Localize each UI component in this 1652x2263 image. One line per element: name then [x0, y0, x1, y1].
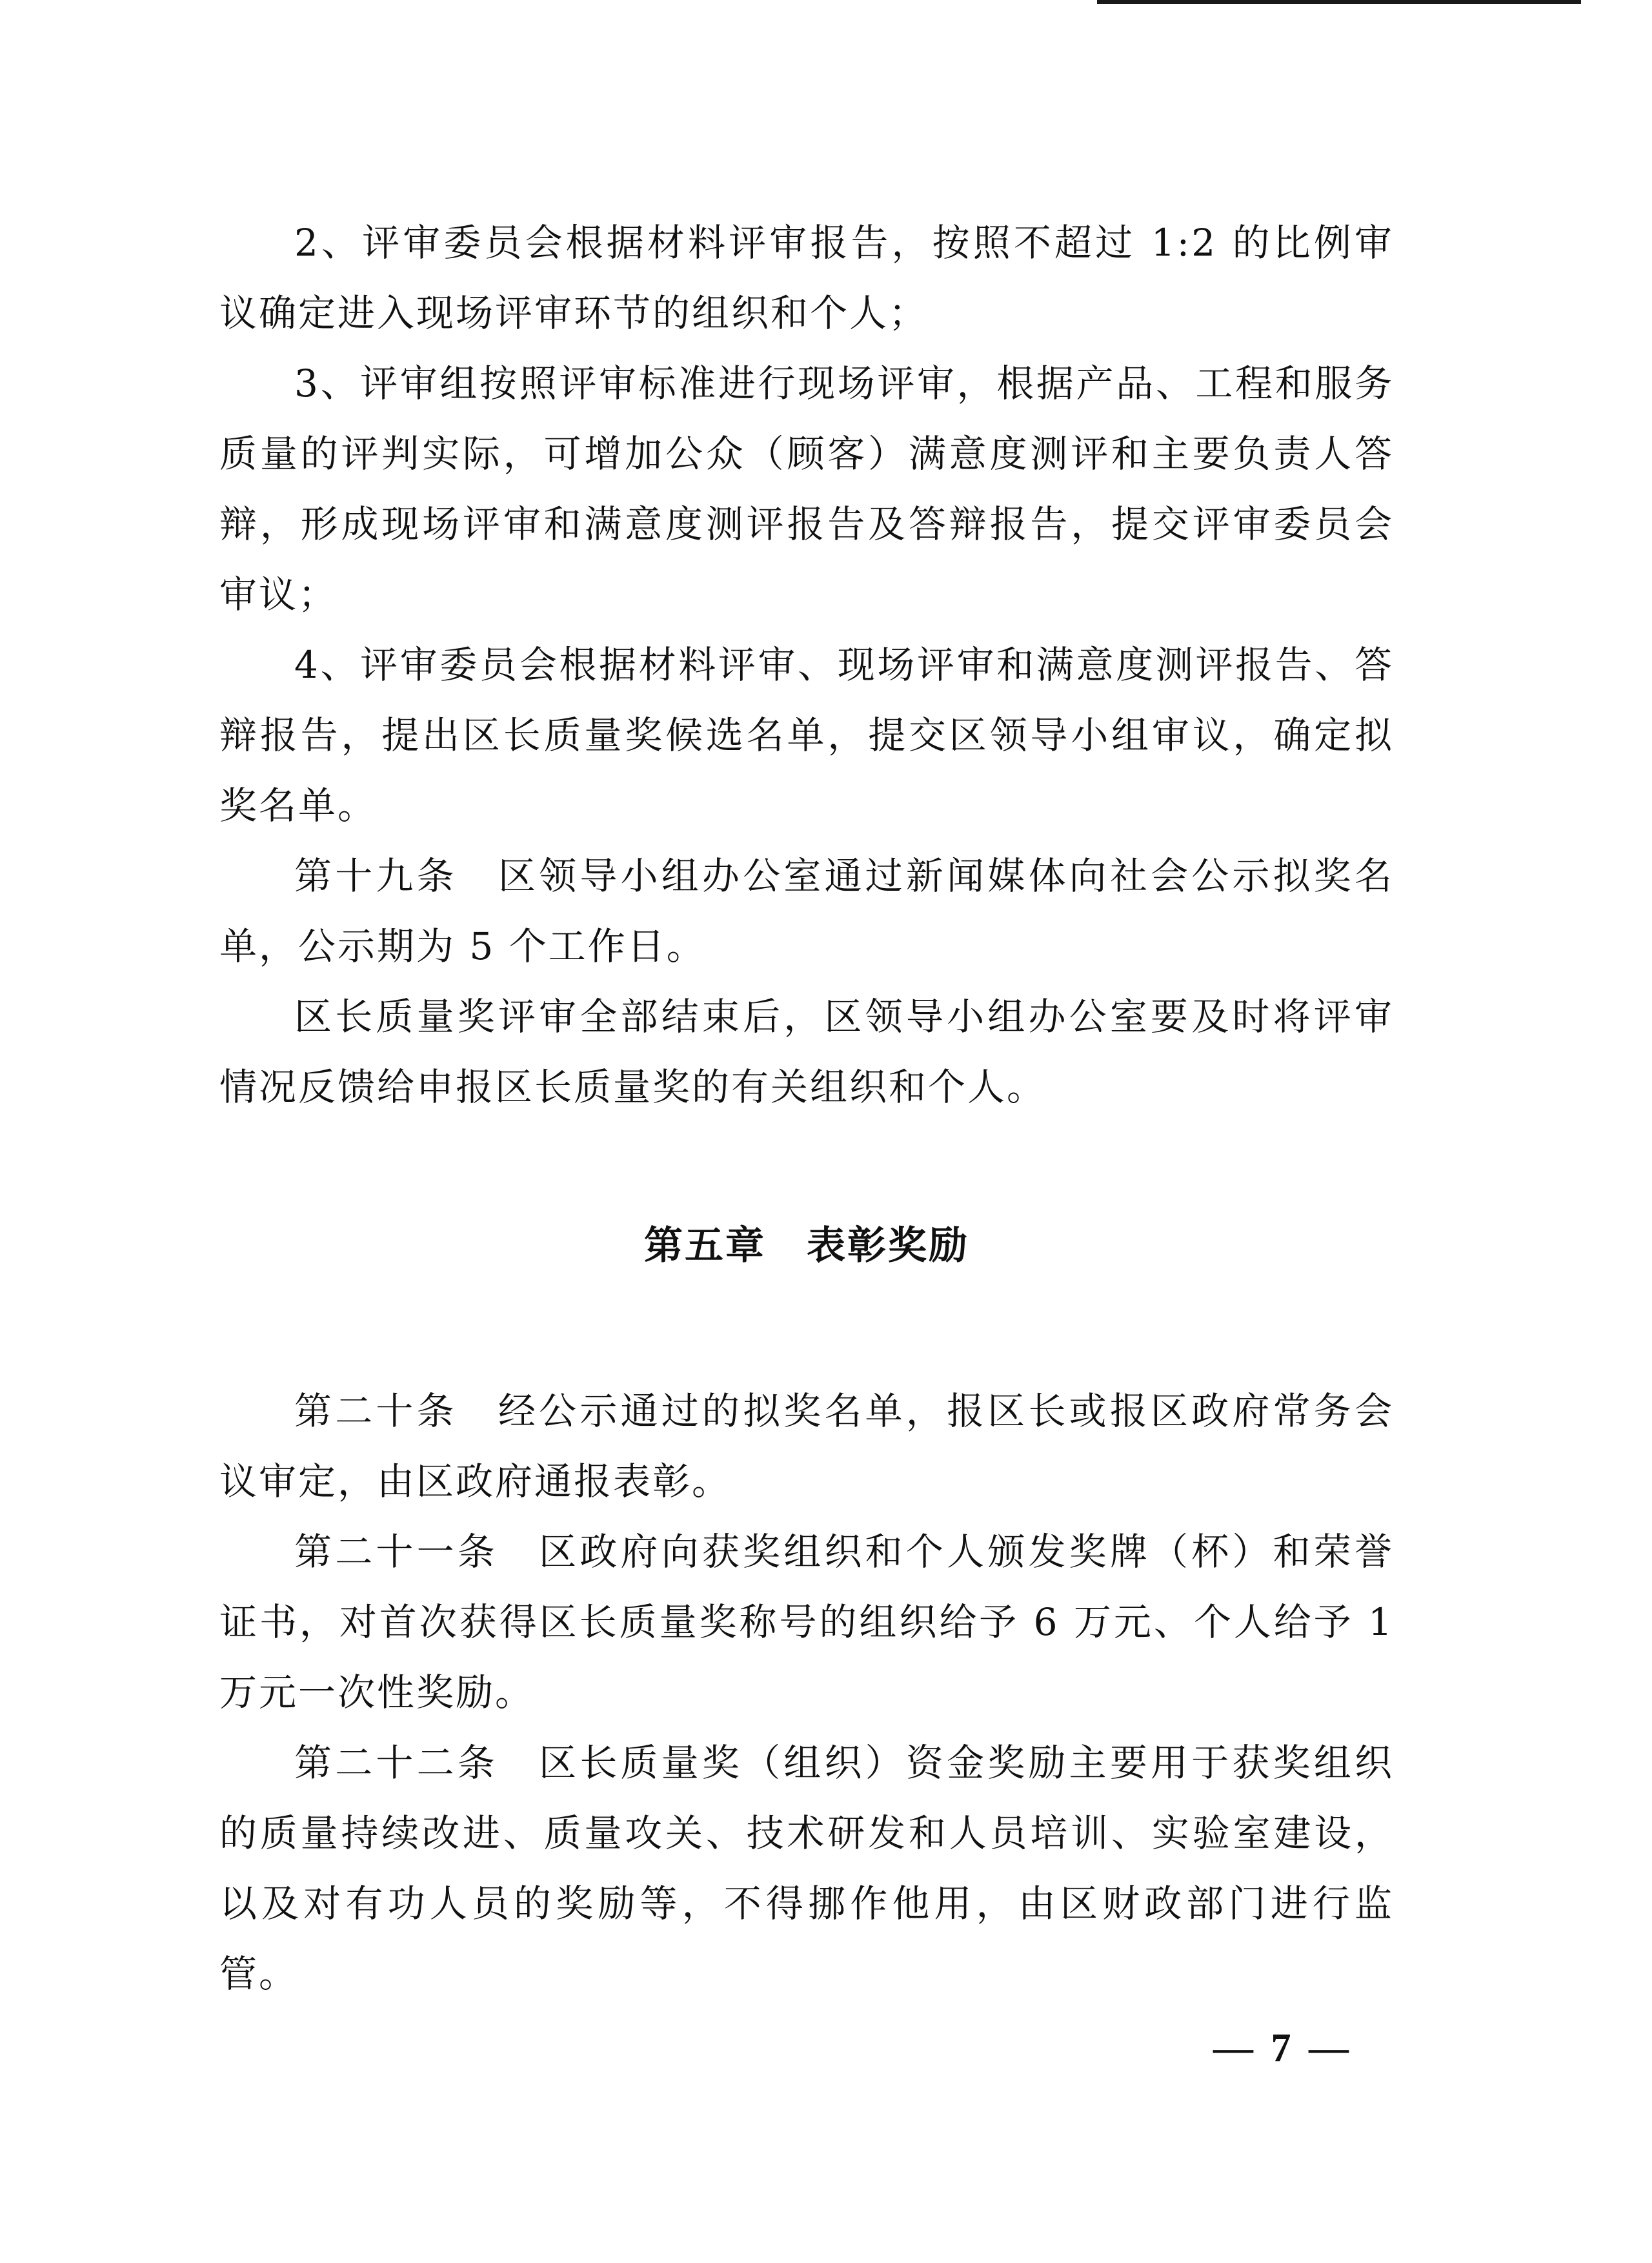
- paragraph-step-2: 2、评审委员会根据材料评审报告，按照不超过 1:2 的比例审议确定进入现场评审环节的组织和个人；: [219, 221, 1394, 335]
- paragraph-step-4: 4、评审委员会根据材料评审、现场评审和满意度测评报告、答辩报告，提出区长质量奖候选名单，提交区领导小组审议，确定拟奖名单。: [219, 643, 1394, 827]
- page-number: — 7 —: [1213, 2026, 1353, 2070]
- paragraph-article-22: 第二十二条 区长质量奖（组织）资金奖励主要用于获奖组织的质量持续改进、质量攻关、技术研发和人员培训、实验室建设，以及对有功人员的奖励等，不得挪作他用，由区财政部门进行监管。: [219, 1741, 1394, 1996]
- paragraph-article-21: 第二十一条 区政府向获奖组织和个人颁发奖牌（杯）和荣誉证书，对首次获得区长质量奖称号的组织给予 6 万元、个人给予 1 万元一次性奖励。: [219, 1530, 1394, 1714]
- section-awards: [219, 1376, 1394, 2009]
- chapter-title: 第五章 表彰奖励: [644, 1223, 969, 1268]
- paragraph-feedback: 区长质量奖评审全部结束后，区领导小组办公室要及时将评审情况反馈给申报区长质量奖的有关组织和个人。: [219, 995, 1394, 1109]
- paragraph-step-3: 3、评审组按照评审标准进行现场评审，根据产品、工程和服务质量的评判实际，可增加公众（顾客）满意度测评和主要负责人答辩，形成现场评审和满意度测评报告及答辩报告，提交评审委员会审议；: [219, 361, 1394, 616]
- paragraph-article-20: 第二十条 经公示通过的拟奖名单，报区长或报区政府常务会议审定，由区政府通报表彰。: [219, 1389, 1394, 1503]
- paragraph-article-19: 第十九条 区领导小组办公室通过新闻媒体向社会公示拟奖名单，公示期为 5 个工作日。: [219, 854, 1394, 968]
- section-review-steps: [219, 208, 1394, 1122]
- top-border-line: [1097, 0, 1581, 4]
